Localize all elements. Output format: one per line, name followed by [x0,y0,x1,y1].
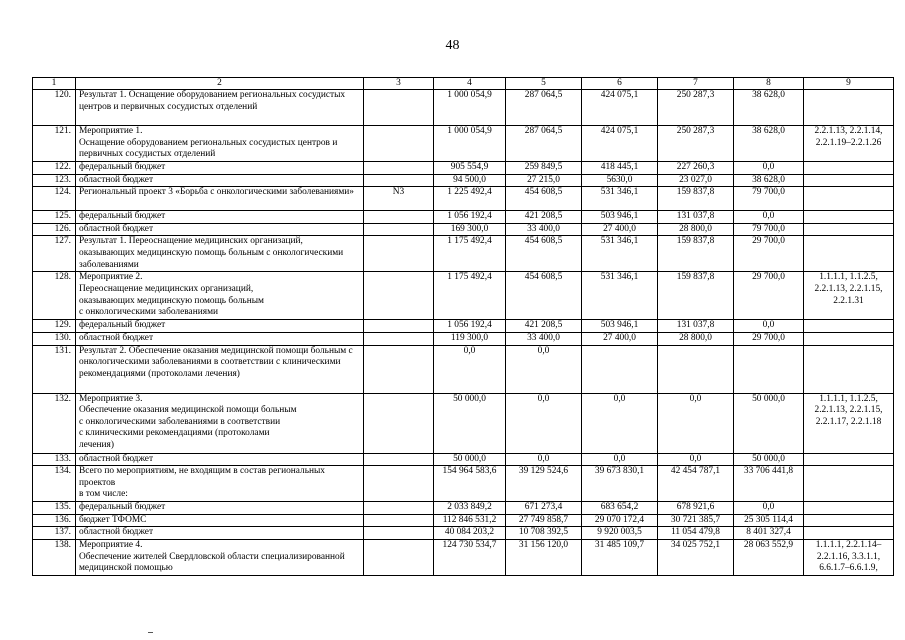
target-reference [804,211,894,224]
table-row [33,187,894,211]
row-number: 131. [33,345,76,393]
amount-total: 1 175 492,4 [434,236,506,272]
project-code [364,527,434,540]
project-code [364,90,434,126]
budget-table-container [32,77,883,576]
amount-year-4: 25 305 114,4 [734,514,804,527]
row-number: 121. [33,126,76,162]
row-number: 126. [33,223,76,236]
target-reference: 1.1.1.1, 1.1.2.5, 2.2.1.13, 2.2.1.15, 2.2.1.17, 2.2.1.18 [804,393,894,453]
amount-year-3: 42 454 787,1 [658,466,734,502]
target-reference [804,502,894,515]
table-row [33,393,894,453]
amount-year-2: 531 346,1 [582,236,658,272]
project-code [364,453,434,466]
table-row [33,223,894,236]
amount-year-4: 79 700,0 [734,223,804,236]
target-reference [804,466,894,502]
amount-year-3: 28 800,0 [658,223,734,236]
item-name: федеральный бюджет [76,502,364,515]
amount-year-1: 0,0 [506,345,582,393]
table-row [33,527,894,540]
row-number: 128. [33,272,76,320]
target-reference [804,162,894,175]
amount-total: 119 300,0 [434,332,506,345]
amount-year-1: 31 156 120,0 [506,539,582,575]
amount-total: 0,0 [434,345,506,393]
amount-year-4: 38 628,0 [734,126,804,162]
amount-total: 50 000,0 [434,393,506,453]
page-mark [148,632,153,633]
amount-year-1: 454 608,5 [506,272,582,320]
amount-year-4: 28 063 552,9 [734,539,804,575]
target-reference [804,514,894,527]
target-reference [804,332,894,345]
amount-year-2: 531 346,1 [582,272,658,320]
row-number: 132. [33,393,76,453]
amount-total: 154 964 583,6 [434,466,506,502]
column-header: 5 [506,78,582,90]
target-reference: 1.1.1.1, 2.2.1.14– 2.2.1.16, 3.3.1.1, 6.6.1.7–6.6.1.9, [804,539,894,575]
table-row [33,162,894,175]
amount-year-2: 683 654,2 [582,502,658,515]
amount-year-3: 131 037,8 [658,320,734,333]
project-code [364,223,434,236]
amount-year-1: 421 208,5 [506,320,582,333]
amount-year-1: 421 208,5 [506,211,582,224]
amount-year-1: 27 215,0 [506,174,582,187]
column-header: 1 [33,78,76,90]
amount-year-3: 28 800,0 [658,332,734,345]
target-reference [804,320,894,333]
amount-year-1: 33 400,0 [506,332,582,345]
table-row [33,320,894,333]
amount-year-3: 23 027,0 [658,174,734,187]
project-code [364,393,434,453]
item-name: бюджет ТФОМС [76,514,364,527]
amount-year-1: 27 749 858,7 [506,514,582,527]
item-name: Региональный проект 3 «Борьба с онкологическими заболеваниями» [76,187,364,211]
item-name: федеральный бюджет [76,162,364,175]
amount-year-2: 424 075,1 [582,126,658,162]
project-code [364,345,434,393]
item-name: областной бюджет [76,332,364,345]
column-header: 6 [582,78,658,90]
page-number: 48 [445,38,460,53]
amount-total: 50 000,0 [434,453,506,466]
project-code [364,332,434,345]
item-name: Результат 1. Оснащение оборудованием региональных сосудистых центров и первичных сосудистых отделений [76,90,364,126]
item-name: федеральный бюджет [76,320,364,333]
amount-year-4: 0,0 [734,162,804,175]
amount-year-2: 9 920 003,5 [582,527,658,540]
amount-total: 124 730 534,7 [434,539,506,575]
amount-year-1: 287 064,5 [506,90,582,126]
target-reference [804,345,894,393]
target-reference: 1.1.1.1, 1.1.2.5, 2.2.1.13, 2.2.1.15, 2.2.1.31 [804,272,894,320]
amount-year-3: 0,0 [658,393,734,453]
amount-year-3: 250 287,3 [658,90,734,126]
amount-year-3: 159 837,8 [658,187,734,211]
amount-total: 169 300,0 [434,223,506,236]
table-row [33,539,894,575]
project-code [364,320,434,333]
amount-year-4: 50 000,0 [734,393,804,453]
amount-year-3: 11 054 479,8 [658,527,734,540]
row-number: 137. [33,527,76,540]
table-row [33,502,894,515]
row-number: 122. [33,162,76,175]
row-number: 129. [33,320,76,333]
table-row [33,211,894,224]
table-row [33,90,894,126]
project-code [364,514,434,527]
target-reference [804,223,894,236]
amount-year-3: 159 837,8 [658,272,734,320]
amount-year-2: 424 075,1 [582,90,658,126]
amount-total: 1 000 054,9 [434,90,506,126]
column-header: 8 [734,78,804,90]
amount-year-3: 227 260,3 [658,162,734,175]
amount-year-1: 454 608,5 [506,187,582,211]
amount-year-2: 5630,0 [582,174,658,187]
project-code [364,211,434,224]
project-code: N3 [364,187,434,211]
project-code [364,174,434,187]
item-name: Мероприятие 2. Переоснащение медицинских организаций, оказывающих медицинскую помощь больным с онкологическими заболеваниями [76,272,364,320]
table-row [33,236,894,272]
item-name: областной бюджет [76,453,364,466]
amount-year-3: 131 037,8 [658,211,734,224]
amount-year-4: 29 700,0 [734,272,804,320]
item-name: областной бюджет [76,223,364,236]
item-name: Мероприятие 1. Оснащение оборудованием региональных сосудистых центров и первичных сосудистых отделений [76,126,364,162]
amount-total: 1 000 054,9 [434,126,506,162]
amount-year-1: 39 129 524,6 [506,466,582,502]
amount-year-2: 29 070 172,4 [582,514,658,527]
amount-year-1: 671 273,4 [506,502,582,515]
amount-year-4: 50 000,0 [734,453,804,466]
project-code [364,126,434,162]
amount-year-1: 10 708 392,5 [506,527,582,540]
project-code [364,272,434,320]
target-reference [804,174,894,187]
table-row [33,126,894,162]
column-header: 4 [434,78,506,90]
project-code [364,502,434,515]
item-name: областной бюджет [76,174,364,187]
amount-total: 112 846 531,2 [434,514,506,527]
amount-year-2: 27 400,0 [582,223,658,236]
amount-year-1: 454 608,5 [506,236,582,272]
row-number: 120. [33,90,76,126]
amount-year-4 [734,345,804,393]
amount-total: 2 033 849,2 [434,502,506,515]
amount-year-3: 250 287,3 [658,126,734,162]
table-row [33,332,894,345]
row-number: 135. [33,502,76,515]
amount-year-2: 503 946,1 [582,320,658,333]
amount-year-1: 0,0 [506,453,582,466]
project-code [364,466,434,502]
table-row [33,466,894,502]
amount-year-4: 79 700,0 [734,187,804,211]
project-code [364,162,434,175]
row-number: 127. [33,236,76,272]
table-row [33,345,894,393]
amount-year-2: 39 673 830,1 [582,466,658,502]
amount-year-3: 30 721 385,7 [658,514,734,527]
item-name: Мероприятие 3. Обеспечение оказания медицинской помощи больным с онкологическими заболеваниями в соответствии с клиническими рекомендациями (протоколами лечения) [76,393,364,453]
amount-year-4: 33 706 441,8 [734,466,804,502]
table-row [33,272,894,320]
amount-year-3 [658,345,734,393]
amount-year-3: 159 837,8 [658,236,734,272]
amount-total: 94 500,0 [434,174,506,187]
amount-year-4: 29 700,0 [734,236,804,272]
amount-year-1: 33 400,0 [506,223,582,236]
target-reference [804,453,894,466]
project-code [364,236,434,272]
row-number: 134. [33,466,76,502]
amount-year-2: 418 445,1 [582,162,658,175]
amount-year-4: 0,0 [734,211,804,224]
amount-year-2: 27 400,0 [582,332,658,345]
item-name: Результат 1. Переоснащение медицинских организаций, оказывающих медицинскую помощь больным с онкологическими заболеваниями [76,236,364,272]
column-header: 3 [364,78,434,90]
amount-year-3: 34 025 752,1 [658,539,734,575]
amount-year-2: 31 485 109,7 [582,539,658,575]
amount-year-4: 0,0 [734,502,804,515]
amount-year-3: 0,0 [658,453,734,466]
target-reference: 2.2.1.13, 2.2.1.14, 2.2.1.19–2.2.1.26 [804,126,894,162]
table-row [33,514,894,527]
row-number: 133. [33,453,76,466]
project-code [364,539,434,575]
amount-year-2 [582,345,658,393]
amount-year-4: 29 700,0 [734,332,804,345]
amount-year-1: 0,0 [506,393,582,453]
target-reference [804,90,894,126]
row-number: 138. [33,539,76,575]
column-header: 7 [658,78,734,90]
item-name: Результат 2. Обеспечение оказания медицинской помощи больным с онкологическими заболеваниями в соответствии с клиническими рекомендациями (протоколами лечения) [76,345,364,393]
target-reference [804,187,894,211]
amount-year-2: 503 946,1 [582,211,658,224]
item-name: Мероприятие 4. Обеспечение жителей Свердловской области специализированной медицинской помощью [76,539,364,575]
amount-year-4: 8 401 327,4 [734,527,804,540]
table-row [33,174,894,187]
amount-year-1: 259 849,5 [506,162,582,175]
amount-year-2: 531 346,1 [582,187,658,211]
amount-year-4: 38 628,0 [734,90,804,126]
table-row [33,453,894,466]
row-number: 123. [33,174,76,187]
column-header: 9 [804,78,894,90]
row-number: 130. [33,332,76,345]
amount-year-3: 678 921,6 [658,502,734,515]
amount-total: 1 225 492,4 [434,187,506,211]
amount-total: 1 175 492,4 [434,272,506,320]
amount-total: 905 554,9 [434,162,506,175]
item-name: федеральный бюджет [76,211,364,224]
row-number: 124. [33,187,76,211]
item-name: областной бюджет [76,527,364,540]
amount-total: 1 056 192,4 [434,320,506,333]
amount-year-4: 38 628,0 [734,174,804,187]
column-number-row [33,78,894,90]
row-number: 136. [33,514,76,527]
amount-year-4: 0,0 [734,320,804,333]
budget-table [32,77,894,576]
amount-year-1: 287 064,5 [506,126,582,162]
target-reference [804,527,894,540]
item-name: Всего по мероприятиям, не входящим в состав региональных проектов в том числе: [76,466,364,502]
column-header: 2 [76,78,364,90]
amount-year-2: 0,0 [582,453,658,466]
row-number: 125. [33,211,76,224]
amount-total: 1 056 192,4 [434,211,506,224]
amount-total: 40 084 203,2 [434,527,506,540]
target-reference [804,236,894,272]
amount-year-2: 0,0 [582,393,658,453]
